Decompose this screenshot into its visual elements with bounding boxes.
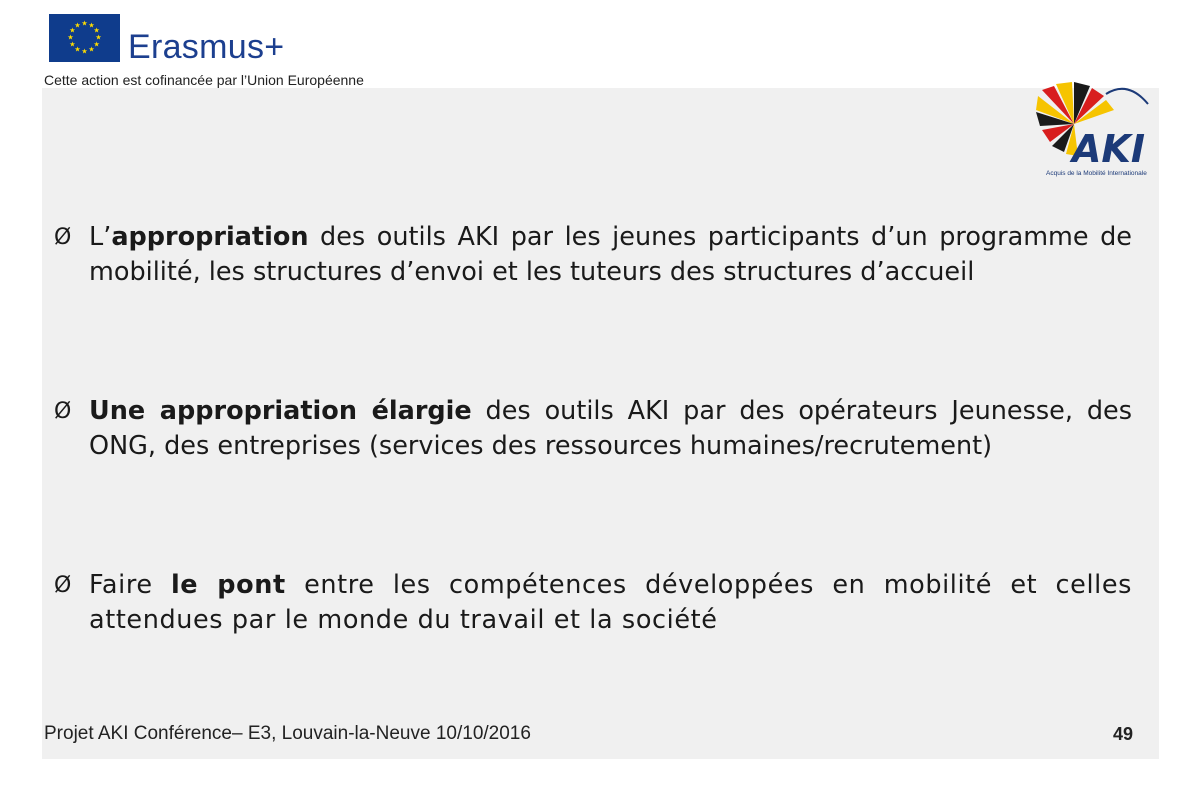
aki-logo: [1032, 80, 1160, 182]
svg-text:AKI: AKI: [1072, 127, 1145, 171]
bullet-item: [54, 220, 1132, 290]
aki-pinwheel-icon: [1032, 80, 1160, 182]
page-number: 49: [1112, 724, 1133, 744]
erasmus-wordmark: Erasmus+: [128, 28, 285, 66]
svg-text:★: ★: [74, 21, 81, 30]
cofinance-notice: Cette action est cofinancée par l’Union Européenne: [44, 72, 364, 88]
svg-text:★: ★: [88, 21, 95, 30]
bullet-item: [54, 394, 1132, 464]
svg-text:★: ★: [69, 26, 76, 35]
svg-text:★: ★: [69, 40, 76, 49]
svg-text:★: ★: [67, 33, 74, 42]
svg-text:★: ★: [93, 26, 100, 35]
bullet-arrow-icon: Ø: [54, 399, 72, 424]
bullet-item: [54, 568, 1132, 638]
aki-logo-subtitle: Acquis de la Mobilité Internationale: [1046, 170, 1147, 177]
bullet-emphasis: le pont: [170, 570, 286, 600]
svg-text:★: ★: [88, 45, 95, 54]
bullet-text: Une appropriation élargie des outils AKI par des opérateurs Jeunesse, des ONG, des entreprises (services des ressources humaines/recrutement): [89, 396, 1132, 461]
slide-footer: Projet AKI Conférence– E3, Louvain-la-Neuve 10/10/2016: [44, 723, 531, 744]
svg-text:★: ★: [93, 40, 100, 49]
bullet-text: L’appropriation des outils AKI par les jeunes participants d’un programme de mobilité, les structures d’envoi et les tuteurs des structures d’accueil: [89, 222, 1132, 287]
svg-text:★: ★: [95, 33, 102, 42]
bullet-text: Faire le pont entre les compétences développées en mobilité et celles attendues par le monde du travail et la société: [89, 570, 1132, 635]
bullet-emphasis: appropriation: [111, 222, 309, 252]
svg-text:★: ★: [81, 19, 88, 28]
svg-text:★: ★: [74, 45, 81, 54]
eu-flag-icon: [49, 14, 120, 62]
bullet-arrow-icon: Ø: [54, 225, 72, 250]
svg-text:★: ★: [81, 47, 88, 56]
bullet-emphasis: Une appropriation élargie: [89, 396, 472, 426]
bullet-arrow-icon: Ø: [54, 573, 72, 598]
